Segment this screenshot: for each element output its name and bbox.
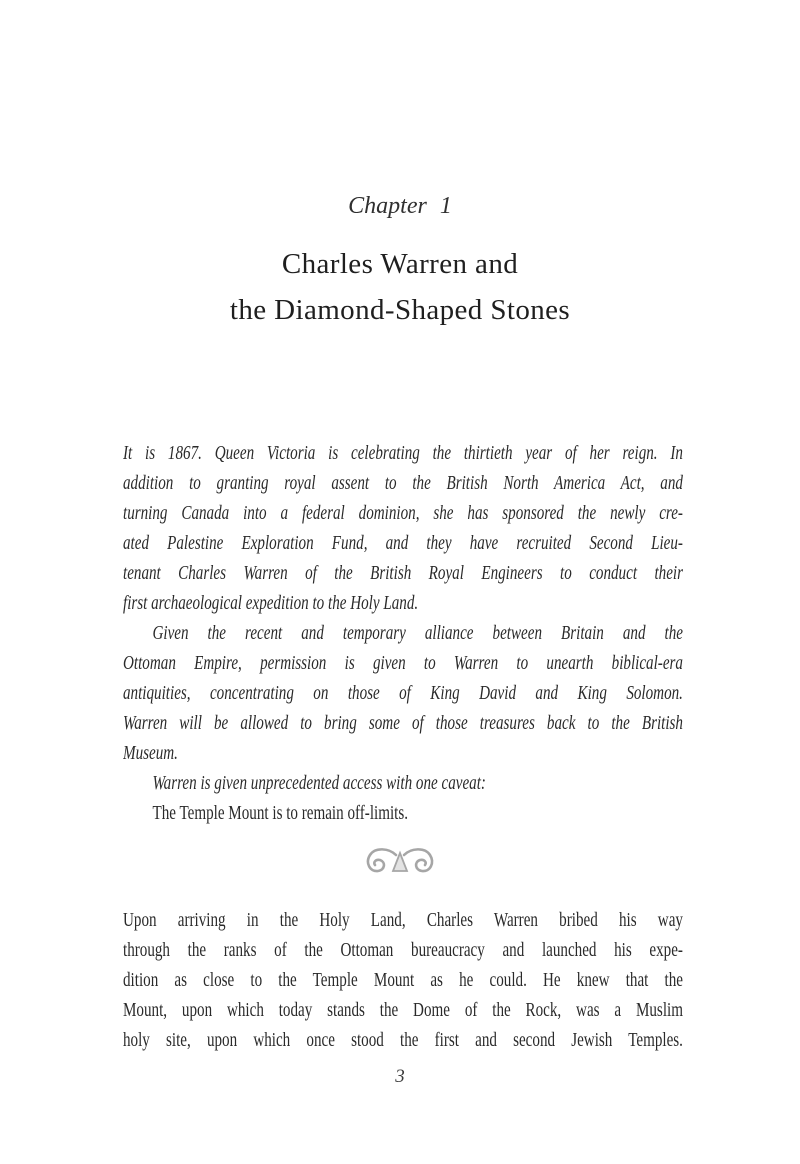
- text-line: Given the recent and temporary alliance between Britain and the: [152, 622, 683, 644]
- text-line: antiquities, concentrating on those of King David and King Solomon.: [123, 682, 683, 704]
- text-line: Ottoman Empire, permission is given to Warren to unearth biblical-era: [123, 652, 683, 674]
- text-line: addition to granting royal assent to the British North America Act, and: [123, 472, 683, 494]
- text-line: ated Palestine Exploration Fund, and they have recruited Second Lieu-: [123, 532, 683, 554]
- chapter-label: Chapter 1: [348, 193, 452, 219]
- chapter-title-line2: the Diamond-Shaped Stones: [229, 294, 571, 326]
- chapter-title-line1: Charles Warren and: [281, 248, 519, 280]
- text-line: turning Canada into a federal dominion, she has sponsored the newly cre-: [123, 502, 683, 524]
- text-line: dition as close to the Temple Mount as he could. He knew that the: [123, 969, 683, 991]
- text-line: through the ranks of the Ottoman bureaucracy and launched his expe-: [123, 939, 683, 961]
- text-line: It is 1867. Queen Victoria is celebrating the thirtieth year of her reign. In: [123, 442, 683, 464]
- offlimits-line: The Temple Mount is to remain off-limits.: [152, 802, 409, 824]
- caveat-line: Warren is given unprecedented access with one caveat:: [152, 772, 486, 794]
- page-number: 3: [395, 1066, 405, 1087]
- text-line: Mount, upon which today stands the Dome of the Rock, was a Muslim: [123, 999, 683, 1021]
- text-line: Warren will be allowed to bring some of those treasures back to the British: [123, 712, 683, 734]
- section-break: [0, 845, 800, 884]
- text-line: Upon arriving in the Holy Land, Charles Warren bribed his way: [123, 909, 683, 931]
- intro-section: [123, 438, 683, 828]
- body-section: [123, 905, 683, 1055]
- text-line: tenant Charles Warren of the British Royal Engineers to conduct their: [123, 562, 683, 584]
- scroll-fleuron-ornament-icon: [362, 845, 438, 879]
- text-line: Museum.: [123, 742, 178, 764]
- text-line: holy site, upon which once stood the first and second Jewish Temples.: [123, 1029, 683, 1051]
- chapter-title: [0, 241, 800, 333]
- text-line: first archaeological expedition to the Holy Land.: [123, 592, 419, 614]
